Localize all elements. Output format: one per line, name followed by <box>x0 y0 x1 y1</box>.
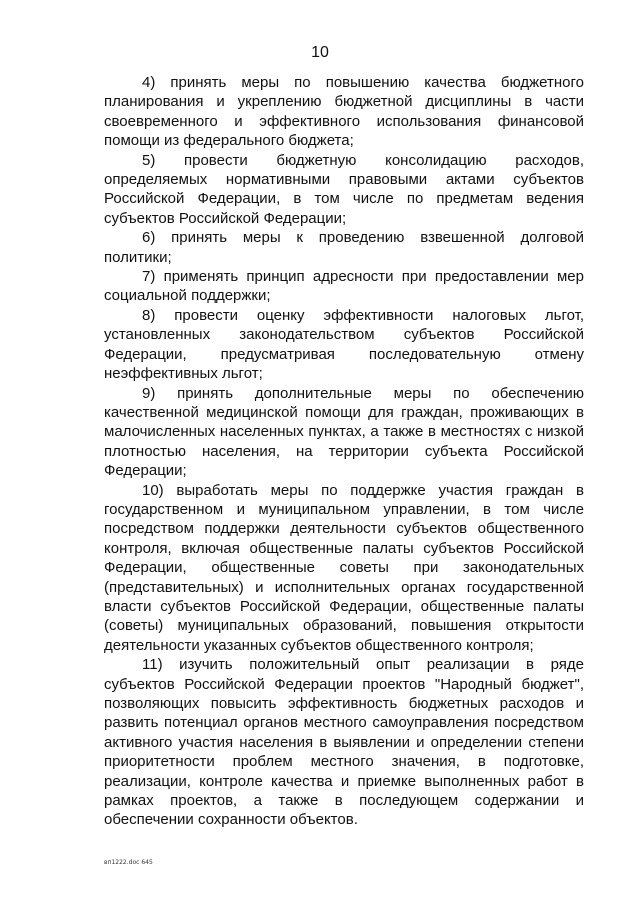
list-item-4: 4) принять меры по повышению качества бюджетного планирования и укреплению бюджетной дисциплины в части своевременного и эффективного использования финансовой помощи из федерального бюджета; <box>104 74 584 150</box>
list-item-6: 6) принять меры к проведению взвешенной долговой политики; <box>104 229 584 266</box>
page-number: 10 <box>311 44 329 61</box>
list-item-9: 9) принять дополнительные меры по обеспечению качественной медицинской помощи для граждан, проживающих в малочисленных населенных пунктах, а также в местностях с низкой плотностью населения, на территории субъекта Российской Федерации; <box>104 384 584 480</box>
list-item-7: 7) применять принцип адресности при предоставлении мер социальной поддержки; <box>104 268 584 305</box>
list-item-11: 11) изучить положительный опыт реализации в ряде субъектов Российской Федерации проектов "Народный бюджет", позволяющих повысить эффективность бюджетных расходов и развить потенциал органов местного самоуправления посредством активного участия населения в выявлении и определении степени приоритетности проблем местного значения, в подготовке, реализации, контроле качества и приемке выполненных работ в рамках проектов, а также в последующем содержании и обеспечении сохранности объектов. <box>104 656 584 829</box>
list-item-8: 8) провести оценку эффективности налоговых льгот, установленных законодательством субъектов Российской Федерации, предусматривая последовательную отмену неэффективных льгот; <box>104 306 584 383</box>
list-item-10: 10) выработать меры по поддержке участия граждан в государственном и муниципальном управлении, в том числе посредством поддержки деятельности субъектов общественного контроля, включая общественные палаты субъектов Российской Федерации, общественные советы при законодательных (представительных) и исполнительных органах государственной власти субъектов Российской Федерации, общественные палаты (советы) муниципальных образований, повышения открытости деятельности указанных субъектов общественного контроля; <box>104 481 584 654</box>
document-body <box>104 73 584 830</box>
list-item-5: 5) провести бюджетную консолидацию расходов, определяемых нормативными правовыми актами субъектов Российской Федерации, в том числе по предметам ведения субъектов Российской Федерации; <box>104 151 584 227</box>
file-reference: вп1222.doc 645 <box>104 859 153 866</box>
